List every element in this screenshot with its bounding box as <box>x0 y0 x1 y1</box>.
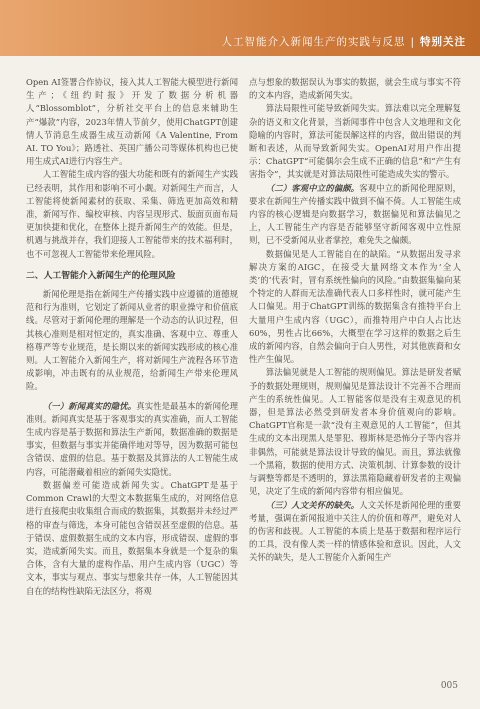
header-bar <box>0 0 480 56</box>
journal-title: 人工智能介入新闻生产的实践与反思 <box>221 36 406 48</box>
paragraph: 人工智能生成内容的强大功能和既有的新闻生产实践已经表明，其作用和影响不可小觑。对新闻生产而言，人工智能将使新闻素材的获取、采集、筛选更加高效和精准，新闻写作、编校审核、内容呈现形式、版面页面布局更加快捷和优化，在整体上提升新闻生产的效能。但是，机遇与挑战并存，我们迎接人工智能带来的技术福利时，也不可忽视人工智能带来伦理风险。 <box>26 169 238 259</box>
section-heading: 二、人工智能介入新闻生产的伦理风险 <box>26 270 176 281</box>
paragraph-text: 客观中立的新闻伦理原则，要求在新闻生产传播实践中做到不偏不倚。人工智能生成内容的核心逻辑是向数据学习，数据偏见和算法偏见之上，人工智能生产内容是否能够坚守新闻客观中立性原则，已不受新闻从业者掌控，难免失之偏颇。 <box>249 182 462 246</box>
paragraph: 数据偏见是人工智能自在的缺陷。“从数据出发寻求解决方案的AIGC，在接受大量网络文本作为‘全人类’的‘代表’时，冒有系统性偏向的风险。”由数据集偏向某个特定的人群而无法准确代表人口多样性时，就可能产生人口偏见。用于ChatGPT训练的数据集含有推特平台上大量用户生成内容（UGC），而推特用户中白人占比达60%，男性占比66%，大概型在学习这样的数据之后生成的新闻内容，自然会偏向于白人男性，对其他族裔和女性产生偏见。 <box>249 248 461 365</box>
paragraph: 算法偏见就是人工智能的规则偏见。算法是研发者赋予的数据处理规则，规则偏见是算法设计不完善不合理而产生的系统性偏见。人工智能客似是没有主观意见的机器，但是算法必然受到研发者本身价值观向的影响。ChatGPT官称是一款“没有主观意见的人工智能”，但其生成的文本出现黑人是罪犯、穆斯林是恐怖分子等内容并非偶然，可能就是算法设计导致的偏见。而且，算法就像一个黑箱，数据的使用方式、决策机制、计算参数的设计与调整等都是不透明的，算法黑箱隐藏着研发者的主观偏见，决定了生成的新闻内容带有相应偏见。 <box>249 367 461 497</box>
running-header <box>221 34 466 49</box>
paragraph <box>249 499 461 565</box>
paragraph: 新闻伦理是指在新闻生产传播实践中应遵循的道德规范和行为准则，它划定了新闻从业者的职业操守和价值底线。尽管对于新闻伦理的理解是一个动态的认识过程，但其核心准则是相对恒定的，真实准确、客观中立、尊重人格尊严等专业规范，是长期以来的新闻实践形成的核心准则。人工智能介入新闻生产，将对新闻生产流程各环节造成影响，冲击既有的从业规范，给新闻生产带来伦理风险。 <box>26 289 238 392</box>
paragraph <box>249 182 461 248</box>
subheading: （一）新闻真实的隐忧。 <box>42 400 137 411</box>
subheading: （三）人文关怀的缺失。 <box>265 499 360 510</box>
paragraph: 算法局限性可能导致新闻失实。算法难以完全理解复杂的语义和文化背景，当新闻事件中包含人文地理和文化隐喻的内容时，算法可能误解这样的内容，做出错误的判断和表述，从而导致新闻失实。OpenAI对用户作出提示：ChatGPT“可能偶尔会生成不正确的信息”和“产生有害指令”，其实就是对算法局限性可能造成失实的警示。 <box>249 103 461 180</box>
left-column <box>26 76 238 598</box>
right-column <box>249 76 461 565</box>
section-name: 特别关注 <box>420 36 466 48</box>
paragraph-text: 真实性是最基本的新闻伦理准则。新闻真实是基于客观事实的真实准确，而人工智能生成内容是基于数据和算法生产新闻，数据准确的数据是事实，但数据与事实并能确伴地对等导，因为数据可能包含错误、虚假的信息。基于数据及其算法的人工智能生成内容，可能潜藏着相应的新闻失实隐忧。 <box>26 400 239 477</box>
paragraph: 数据偏差可能造成新闻失实。ChatGPT是基于Common Crawl的大型文本数据集生成的，对网络信息进行直接爬虫收集组合而成的数据集，其数据并未经过严格的审查与筛选，本身可能包含错误甚至虚假的信息。基于错误、虚假数据生成的文本内容，形成错误、虚假的事实，造成新闻失实。而且，数据集本身就是一个复杂的集合体，含有大量的虚构作品、用户生成内容（UGC）等文本，事实与观点、事实与想象共存一体，人工智能因其自在的结构性缺陷无法区分，将观 <box>26 479 238 596</box>
paragraph: 点与想象的数据误认为事实的数据，就会生成与事实不符的文本内容，造成新闻失实。 <box>249 77 461 101</box>
paragraph-text: 人文关怀是新闻伦理的重要考量，强调在新闻报道中关注人的价值和尊严，避免对人的伤害和歧视。人工智能的本质上是基于数据和程序运行的工具，没有像人类一样的情感体验和意识。因此，人文关怀的缺失，是人工智能介入新闻生产 <box>249 499 462 563</box>
subheading: （二）客观中立的偏颇。 <box>265 182 360 193</box>
header-separator: | <box>410 36 415 48</box>
paragraph <box>26 400 238 479</box>
page-number: 005 <box>440 681 458 691</box>
paragraph: Open AI签署合作协议，接入其人工智能大模型进行新闻生产；《纽约时报》开发了数据分析机器人“Blossomblot”，分析社交平台上的信息来辅助生产“爆款”内容，2023年情人节前夕，使用ChatGPT创建情人节消息生成器生成互动新闻《A Valentine, From AI. TO You》；路透社、英国广播公司等媒体机构也已使用生成式AI进行内容生产。 <box>26 77 238 167</box>
